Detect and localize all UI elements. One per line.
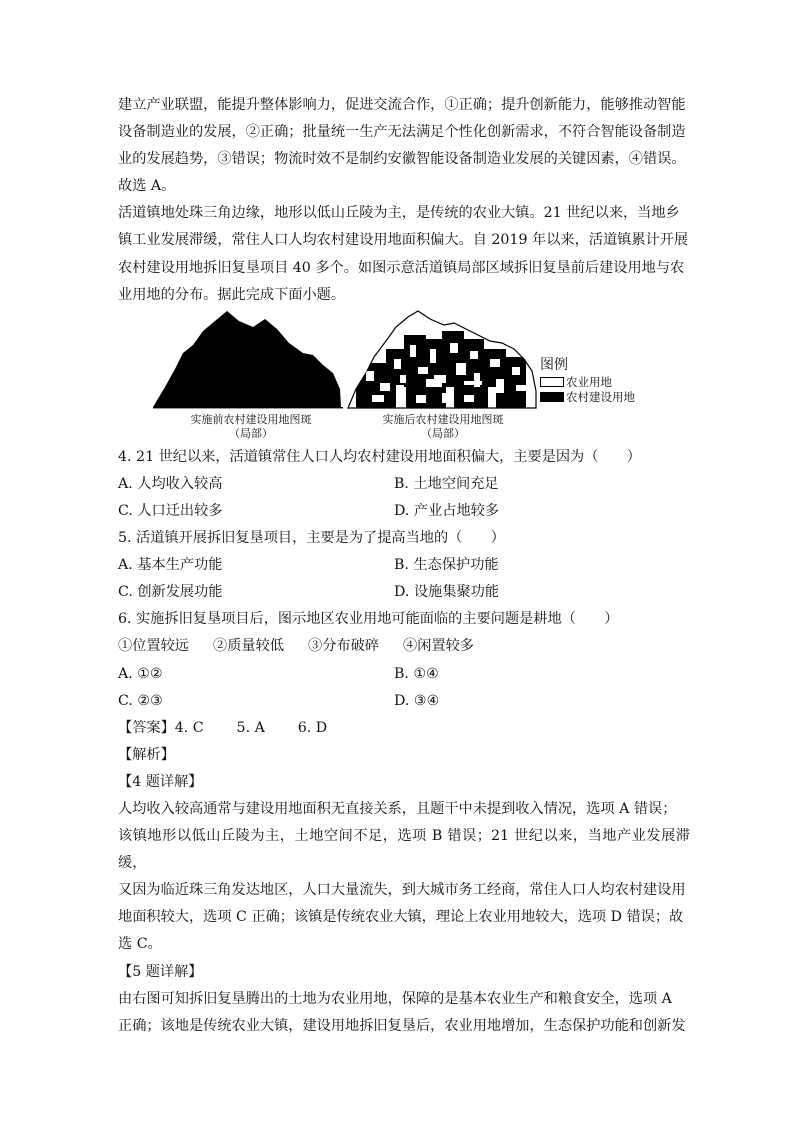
- legend-title: 图例: [540, 356, 568, 373]
- question-5-stem: 5. 活道镇开展拆旧复垦项目，主要是为了提高当地的（ ）: [118, 530, 505, 547]
- text-line: 活道镇地处珠三角边缘，地形以低山丘陵为主，是传统的农业大镇。21 世纪以来，当地乡: [118, 205, 680, 222]
- detail-5-label: 【5 题详解】: [118, 963, 203, 980]
- answer-line: 【答案】4. C 5. A 6. D: [118, 719, 328, 736]
- page-content: [118, 92, 690, 1040]
- question-6-options-row1: [118, 661, 690, 688]
- option: A. 基本生产功能: [118, 557, 223, 574]
- left-caption: 实施前农村建设用地图斑 （局部）: [190, 412, 312, 440]
- text-line: 该镇地形以低山丘陵为主，土地空间不足，选项 B 错误；21 世纪以来，当地产业发展滞缓，: [118, 828, 690, 872]
- text-line: 选 C。: [118, 936, 162, 953]
- question-5-options-row2: [118, 579, 690, 606]
- question-4-options-row1: [118, 471, 690, 498]
- question-4-options-row2: [118, 498, 690, 525]
- text-line: 人均收入较高通常与建设用地面积无直接关系，且题干中未提到收入情况，选项 A 错误；: [118, 800, 677, 817]
- option: C. 人口迁出较多: [118, 502, 223, 519]
- option: D. ③④: [394, 692, 440, 709]
- legend-item-build: 农村建设用地: [540, 390, 635, 405]
- option: B. 土地空间充足: [394, 475, 499, 492]
- text-line: 镇工业发展滞缓，常住人口人均农村建设用地面积偏大。自 2019 年以来，活道镇累计开展: [118, 232, 689, 249]
- text-line: 地面积较大，选项 C 正确；该镇是传统农业大镇，理论上农业用地较大，选项 D 错误；故: [118, 909, 684, 926]
- option: C. ②③: [118, 692, 163, 709]
- text-line: 正确；该地是传统农业大镇，建设用地拆旧复垦后，农业用地增加，生态保护功能和创新发: [118, 1017, 686, 1034]
- legend: [540, 357, 635, 405]
- option: D. 设施集聚功能: [394, 584, 500, 601]
- question-4-stem: 4. 21 世纪以来，活道镇常住人口人均农村建设用地面积偏大，主要是因为（ ）: [118, 448, 641, 465]
- question-6-stem: 6. 实施拆旧复垦项目后，图示地区农业用地可能面临的主要问题是耕地（ ）: [118, 611, 619, 628]
- detail-4-label: 【4 题详解】: [118, 773, 203, 790]
- text-line: 又因为临近珠三角发达地区，人口大量流失，到大城市务工经商，常住人口人均农村建设用: [118, 882, 686, 899]
- right-caption: 实施后农村建设用地图斑 （局部）: [382, 412, 504, 440]
- text-line: 故选 A。: [118, 178, 176, 195]
- legend-item-agri: 农业用地: [540, 375, 635, 390]
- legend-swatch-white: [540, 377, 564, 387]
- question-6-statements: ①位置较远 ②质量较低 ③分布破碎 ④闲置较多: [118, 638, 474, 655]
- land-use-figure: [118, 309, 690, 444]
- text-line: 农村建设用地拆旧复垦项目 40 多个。如图示意活道镇局部区域拆旧复垦前后建设用地与农: [118, 259, 685, 276]
- option: B. 生态保护功能: [394, 557, 499, 574]
- text-line: 设备制造业的发展，②正确；批量统一生产无法满足个性化创新需求，不符合智能设备制造: [118, 124, 686, 141]
- before-map: [153, 309, 343, 415]
- question-5-options-row1: [118, 552, 690, 579]
- text-line: 业用地的分布。据此完成下面小题。: [118, 286, 346, 303]
- text-line: 由右图可知拆旧复垦腾出的土地为农业用地，保障的是基本农业生产和粮食安全，选项 A: [118, 990, 672, 1007]
- text-line: 建立产业联盟，能提升整体影响力，促进交流合作，①正确；提升创新能力，能够推动智能: [118, 97, 686, 113]
- option: B. ①④: [394, 665, 439, 682]
- question-6-options-row2: [118, 688, 690, 715]
- text-line: 业的发展趋势，③错误；物流时效不是制约安徽智能设备制造业发展的关键因素，④错误。: [118, 151, 686, 168]
- legend-swatch-black: [540, 392, 564, 402]
- option: C. 创新发展功能: [118, 584, 223, 601]
- option: A. ①②: [118, 665, 163, 682]
- option: D. 产业占地较多: [394, 502, 500, 519]
- option: A. 人均收入较高: [118, 475, 223, 492]
- after-map: [346, 309, 538, 411]
- analysis-label: 【解析】: [118, 746, 175, 763]
